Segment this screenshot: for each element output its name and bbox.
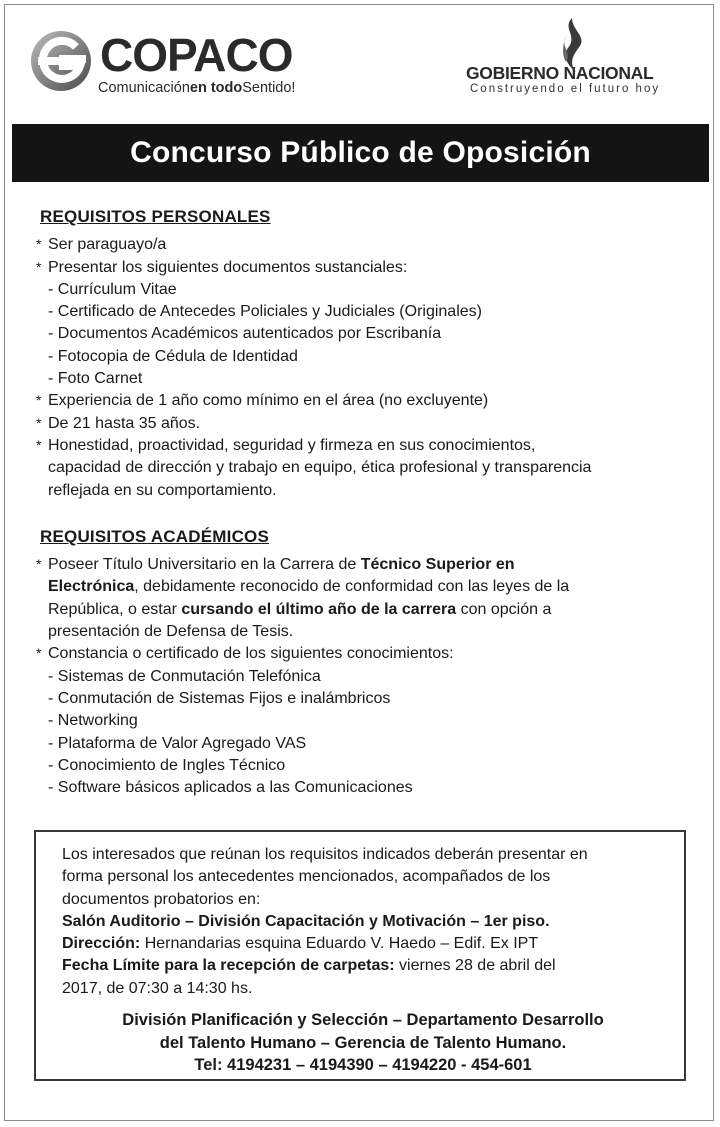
copaco-g-icon bbox=[30, 30, 92, 92]
phone-line: Tel: 4194231 – 4194390 – 4194220 - 454-601 bbox=[194, 1056, 532, 1075]
list-item: * De 21 hasta 35 años. bbox=[36, 414, 201, 432]
list-item: * Honestidad, proactividad, seguridad y firmeza en sus conocimientos, bbox=[36, 436, 536, 454]
document-item: - Currículum Vitae bbox=[48, 280, 177, 298]
salon-line: Salón Auditorio – División Capacitación y Motivación – 1er piso. bbox=[62, 912, 550, 930]
gobierno-logo bbox=[462, 16, 694, 102]
list-item: * Presentar los siguientes documentos sustanciales: bbox=[36, 258, 408, 276]
document-item: - Documentos Académicos autenticados por Escribanía bbox=[48, 325, 442, 343]
knowledge-item: - Networking bbox=[48, 712, 138, 730]
knowledge-item: - Plataforma de Valor Agregado VAS bbox=[48, 734, 307, 752]
list-item: * Ser paraguayo/a bbox=[36, 236, 167, 254]
requirements-content bbox=[36, 206, 686, 799]
list-item-continuation: presentación de Defensa de Tesis. bbox=[48, 623, 294, 641]
knowledge-item: - Conmutación de Sistemas Fijos e inalámbricos bbox=[48, 689, 391, 707]
academicos-heading: REQUISITOS ACADÉMICOS bbox=[40, 526, 270, 546]
document-item: - Certificado de Antecedes Policiales y Judiciales (Originales) bbox=[48, 303, 482, 321]
document-item: - Foto Carnet bbox=[48, 370, 143, 388]
gobierno-slogan: Construyendo el futuro hoy bbox=[470, 83, 661, 95]
list-item: * Poseer Título Universitario en la Carrera de Técnico Superior en bbox=[36, 556, 515, 574]
knowledge-item: - Conocimiento de Ingles Técnico bbox=[48, 756, 286, 774]
list-item: * Experiencia de 1 año como mínimo en el área (no excluyente) bbox=[36, 392, 489, 410]
copaco-name: COPACO bbox=[100, 29, 293, 81]
copaco-tagline: Comunicaciónen todoSentido! bbox=[98, 80, 296, 96]
intro-line: forma personal los antecedentes mencionados, acompañados de los bbox=[62, 868, 551, 886]
info-box bbox=[34, 830, 686, 1081]
document-item: - Fotocopia de Cédula de Identidad bbox=[48, 347, 298, 365]
fecha-line-2: 2017, de 07:30 a 14:30 hs. bbox=[62, 979, 253, 997]
title-bar bbox=[12, 124, 709, 182]
copaco-logo bbox=[30, 30, 330, 100]
intro-line: documentos probatorios en: bbox=[62, 890, 261, 908]
list-item-continuation: capacidad de dirección y trabajo en equipo, ética profesional y transparencia bbox=[48, 459, 592, 477]
knowledge-item: - Software básicos aplicados a las Comunicaciones bbox=[48, 779, 413, 797]
division-line: División Planificación y Selección – Departamento Desarrollo bbox=[122, 1011, 604, 1030]
list-item: * Constancia o certificado de los siguientes conocimientos: bbox=[36, 645, 454, 663]
knowledge-item: - Sistemas de Conmutación Telefónica bbox=[48, 667, 321, 685]
gobierno-name: GOBIERNO NACIONAL bbox=[466, 63, 654, 83]
page-title: Concurso Público de Oposición bbox=[130, 136, 591, 169]
intro-line: Los interesados que reúnan los requisitos indicados deberán presentar en bbox=[62, 846, 588, 863]
list-item-continuation: República, o estar cursando el último año de la carrera con opción a bbox=[48, 600, 552, 618]
direccion-line: Dirección: Hernandarias esquina Eduardo V. Haedo – Edif. Ex IPT bbox=[62, 935, 539, 953]
fecha-line: Fecha Límite para la recepción de carpetas: viernes 28 de abril del bbox=[62, 957, 556, 975]
personales-heading: REQUISITOS PERSONALES bbox=[40, 207, 271, 226]
list-item-continuation: Electrónica, debidamente reconocido de conformidad con las leyes de la bbox=[48, 578, 570, 596]
list-item-continuation: reflejada en su comportamiento. bbox=[48, 481, 277, 499]
division-line: del Talento Humano – Gerencia de Talento Humano. bbox=[159, 1033, 567, 1052]
